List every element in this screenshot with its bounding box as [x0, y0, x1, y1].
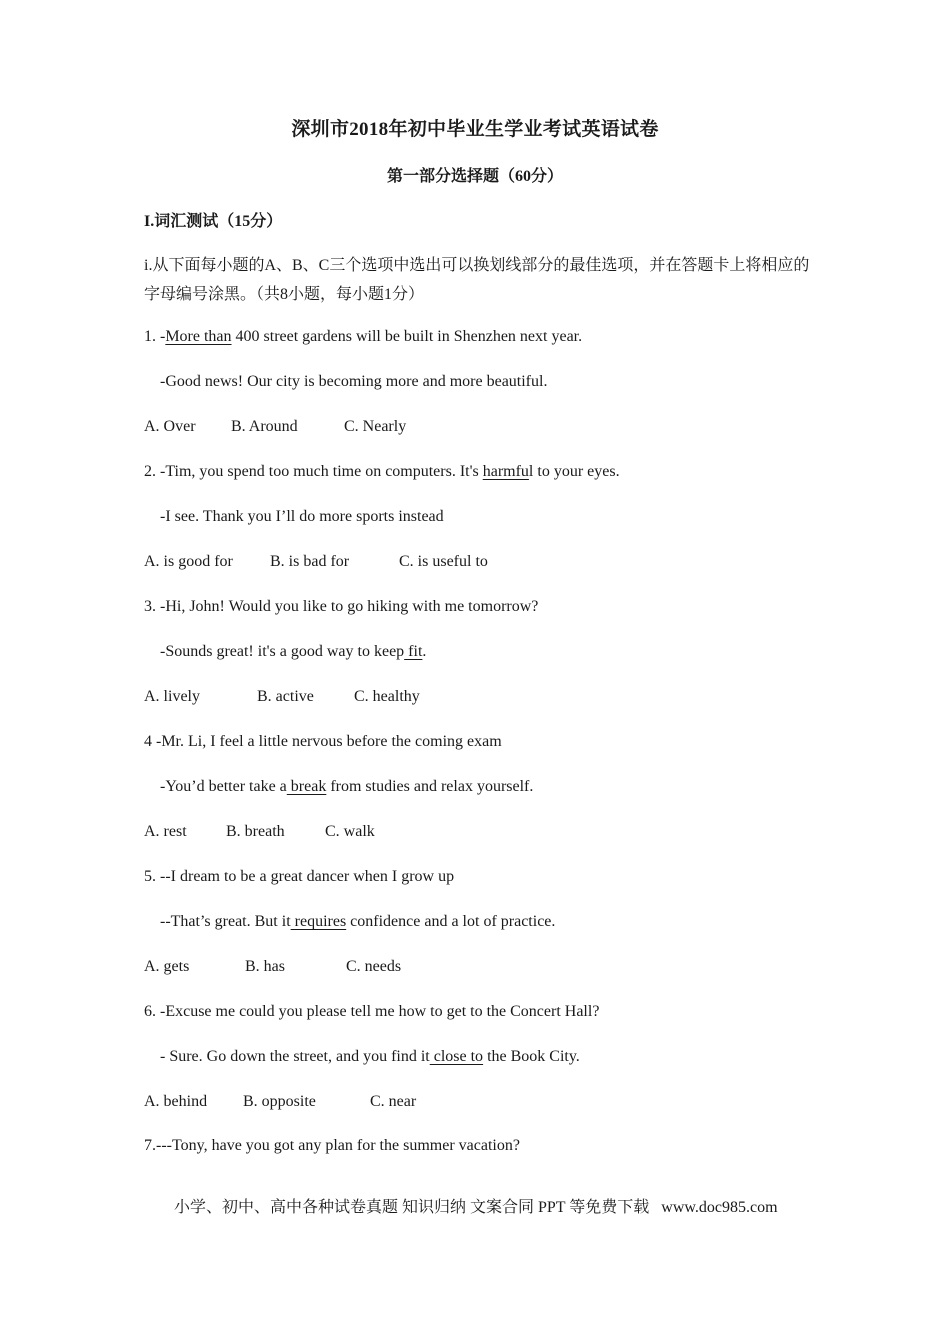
underlined-phrase: More than	[165, 328, 232, 345]
exam-title: 深圳市2018年初中毕业生学业考试英语试卷	[291, 119, 659, 140]
option-b: B. Around	[231, 418, 298, 435]
question-4-reply	[160, 778, 533, 796]
prompt-text: 400 street gardens will be built in Shenzhen next year.	[231, 328, 583, 345]
option-a: A. is good for	[144, 553, 233, 570]
prompt-text: 5. --I dream to be a great dancer when I grow up	[144, 868, 455, 885]
reply-text: --That’s great. But it	[160, 913, 291, 930]
question-3-prompt	[144, 598, 538, 616]
option-a: A. lively	[144, 688, 200, 705]
reply-text: -Good news! Our city is becoming more and more beautiful.	[160, 373, 548, 390]
question-6-reply	[160, 1048, 580, 1066]
underlined-phrase: break	[286, 778, 327, 795]
option-b: B. opposite	[243, 1093, 316, 1110]
question-1-prompt	[144, 328, 582, 346]
underlined-phrase: requires	[290, 913, 347, 930]
question-6-prompt	[144, 1003, 599, 1021]
prompt-text: 3. -Hi, John! Would you like to go hiking with me tomorrow?	[144, 598, 539, 615]
reply-text: .	[422, 643, 427, 660]
option-c: C. needs	[346, 958, 402, 975]
question-3-reply	[160, 643, 426, 661]
option-a: A. rest	[144, 823, 187, 840]
reply-text: confidence and a lot of practice.	[346, 913, 556, 930]
option-c: C. walk	[325, 823, 375, 840]
underlined-phrase: fit	[404, 643, 423, 660]
footer-watermark: 小学、初中、高中各种试卷真题 知识归纳 文案合同 PPT 等免费下载 www.doc985.com	[174, 1199, 778, 1216]
option-b: B. active	[257, 688, 314, 705]
question-2-reply	[160, 508, 444, 526]
option-b: B. is bad for	[270, 553, 350, 570]
option-c: C. is useful to	[399, 553, 488, 570]
option-c: C. near	[370, 1093, 417, 1110]
option-b: B. breath	[226, 823, 285, 840]
option-b: B. has	[245, 958, 285, 975]
reply-text: from studies and relax yourself.	[326, 778, 534, 795]
option-a: A. gets	[144, 958, 190, 975]
question-2-prompt	[144, 463, 620, 481]
prompt-text: 2. -Tim, you spend too much time on computers. It's	[144, 463, 483, 480]
part-heading: 第一部分选择题（60分）	[386, 168, 563, 185]
section-heading: I.词汇测试（15分）	[144, 213, 283, 230]
question-1-reply	[160, 373, 547, 391]
option-a: A. Over	[144, 418, 196, 435]
question-5-prompt	[144, 868, 454, 886]
reply-text: -I see. Thank you I’ll do more sports instead	[160, 508, 444, 525]
option-a: A. behind	[144, 1093, 208, 1110]
prompt-text: 4 -Mr. Li, I feel a little nervous before the coming exam	[144, 733, 502, 750]
reply-text: -Sounds great! it's a good way to keep	[160, 643, 405, 660]
instructions: i.从下面每小题的A、B、C三个选项中选出可以换划线部分的最佳选项，并在答题卡上将相应的字母编号涂黑。（共8小题，每小题1分）	[144, 257, 810, 303]
reply-text: -You’d better take a	[160, 778, 287, 795]
question-7-prompt: 7.---Tony, have you got any plan for the summer vacation?	[144, 1137, 520, 1154]
question-5-reply	[160, 913, 555, 931]
option-c: C. Nearly	[344, 418, 407, 435]
underlined-phrase: harmfu	[482, 463, 529, 480]
prompt-text: l to your eyes.	[528, 463, 620, 480]
reply-text: - Sure. Go down the street, and you find it	[160, 1048, 430, 1065]
reply-text: the Book City.	[483, 1048, 580, 1065]
option-c: C. healthy	[354, 688, 420, 705]
underlined-phrase: close to	[429, 1048, 484, 1065]
prompt-text: 6. -Excuse me could you please tell me how to get to the Concert Hall?	[144, 1003, 600, 1020]
question-4-prompt	[144, 733, 502, 751]
prompt-text: 1. -	[144, 328, 166, 345]
